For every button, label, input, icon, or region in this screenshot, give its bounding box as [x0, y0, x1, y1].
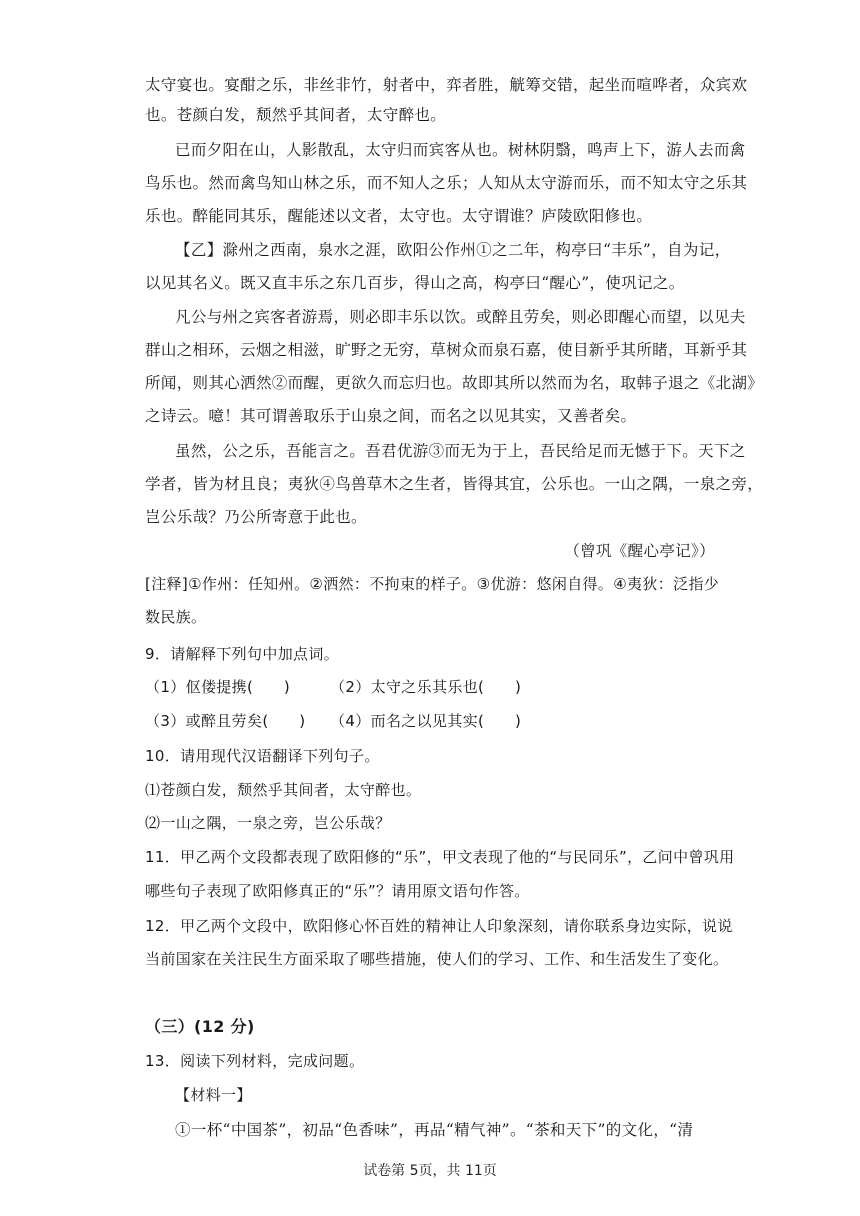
section-3-heading: （三）(12 分): [145, 1017, 255, 1036]
question-10-item1: ⑴苍颜白发，颓然乎其间者，太守醉也。: [145, 781, 422, 799]
material-1-line1: ①一杯“中国茶”，初品“色香味”，再品“精气神”。“茶和天下”的文化，“清: [175, 1121, 694, 1139]
yi-p2-line4: 之诗云。噫！其可谓善取乐于山泉之间，而名之以见其实，又善者矣。: [145, 407, 637, 425]
jia-p2-line3: 乐也。醉能同其乐，醒能述以文者，太守也。太守谓谁？庐陵欧阳修也。: [145, 207, 653, 225]
yi-p2-line2: 群山之相环，云烟之相滋，旷野之无穷，草树众而泉石嘉，使目新乎其所睹，耳新乎其: [145, 341, 748, 359]
yi-p2-line3: 所闻，则其心洒然②而醒，更欲久而忘归也。故即其所以然而为名，取韩子退之《北湖》: [145, 374, 764, 392]
material-1-label: 【材料一】: [175, 1086, 252, 1104]
question-12-line1: 12．甲乙两个文段中，欧阳修心怀百姓的精神让人印象深刻，请你联系身边实际，说说: [145, 917, 733, 935]
notes-line1: [注释]①作州：任知州。②洒然：不拘束的样子。③优游：悠闲自得。④夷狄：泛指少: [145, 575, 720, 593]
yi-p3-line3: 岂公乐哉？乃公所寄意于此也。: [145, 508, 367, 526]
yi-p1-line2: 以见其名义。既又直丰乐之东几百步，得山之高，构亭曰“醒心”，使巩记之。: [145, 274, 685, 292]
yi-p2-line1: 凡公与州之宾客者游焉，则必即丰乐以饮。或醉且劳矣，则必即醒心而望，以见夫: [175, 308, 746, 326]
page-footer: 试卷第 5页，共 11页: [363, 1163, 497, 1179]
jia-p2-line2: 鸟乐也。然而禽鸟知山林之乐，而不知人之乐；人知从太守游而乐，而不知太守之乐其: [145, 174, 748, 192]
question-11-line1: 11．甲乙两个文段都表现了欧阳修的“乐”，甲文表现了他的“与民同乐”，乙问中曾巩用: [145, 848, 735, 866]
question-13: 13．阅读下列材料，完成问题。: [145, 1052, 365, 1070]
question-10-item2: ⑵一山之隅，一泉之旁，岂公乐哉？: [145, 814, 391, 832]
notes-line2: 数民族。: [145, 608, 207, 626]
jia-p1-line1: 太守宴也。宴酣之乐，非丝非竹，射者中，弈者胜，觥筹交错，起坐而喧哗者，众宾欢: [145, 76, 748, 94]
question-9-item1: （1）伛偻提携( ): [145, 678, 291, 696]
question-9: 9．请解释下列句中加点词。: [145, 645, 340, 663]
yi-p3-line2: 学者，皆为材且良；夷狄④鸟兽草木之生者，皆得其宜，公乐也。一山之隅，一泉之旁，: [145, 475, 764, 493]
question-10: 10．请用现代汉语翻译下列句子。: [145, 747, 380, 765]
question-9-item3: （3）或醉且劳矣( ): [145, 712, 306, 730]
question-9-item2: （2）太守之乐其乐也( ): [330, 678, 522, 696]
yi-p1-line1: 【乙】滁州之西南，泉水之涯，欧阳公作州①之二年，构亭曰“丰乐”，自为记，: [175, 241, 731, 259]
source-citation: （曾巩《醒心亭记》）: [564, 542, 715, 560]
jia-p2-line1: 已而夕阳在山，人影散乱，太守归而宾客从也。树林阴翳，鸣声上下，游人去而禽: [175, 141, 746, 159]
question-12-line2: 当前国家在关注民生方面采取了哪些措施，使人们的学习、工作、和生活发生了变化。: [145, 950, 729, 968]
question-11-line2: 哪些句子表现了欧阳修真正的“乐”？请用原文语句作答。: [145, 882, 530, 900]
jia-p1-line2: 也。苍颜白发，颓然乎其间者，太守醉也。: [145, 106, 447, 124]
question-9-item4: （4）而名之以见其实( ): [330, 712, 522, 730]
yi-p3-line1: 虽然，公之乐，吾能言之。吾君优游③而无为于上，吾民给足而无憾于下。天下之: [175, 442, 746, 460]
